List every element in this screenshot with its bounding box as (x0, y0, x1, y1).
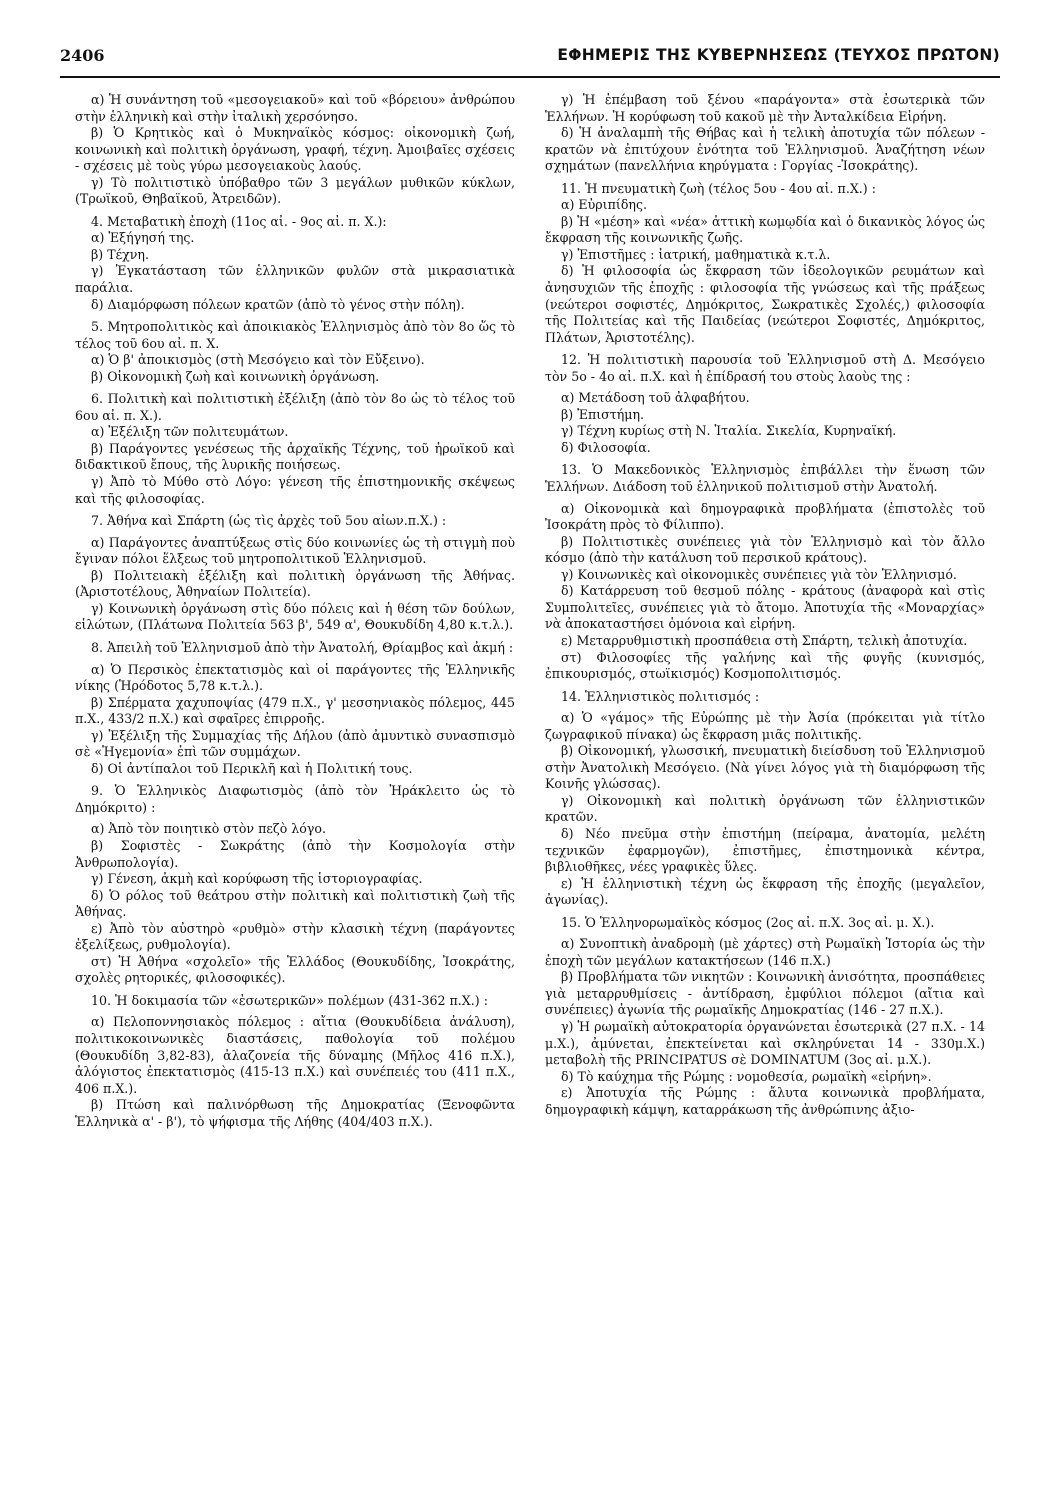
paragraph: α) Οἰκονομικὰ καὶ δημογραφικὰ προβλήματα (ἐπιστολὲς τοῦ Ἰσοκράτη πρὸς τὸ Φίλιππο). (545, 500, 985, 533)
header-rule (60, 76, 1000, 78)
section-heading: 10. Ἡ δοκιμασία τῶν «ἐσωτερικῶν» πολέμων (431-362 π.Χ.) : (91, 992, 488, 1008)
page-number: 2406 (60, 46, 105, 65)
paragraph: β) Τέχνη. (91, 246, 149, 262)
paragraph: ε) Ἀπὸ τὸν αὐστηρὸ «ρυθμὸ» στὴν κλασικὴ τέχνη (παράγοντες ἐξελίξεως, ρυθμολογία). (75, 920, 515, 953)
paragraph: δ) Ἡ ἀναλαμπὴ τῆς Θήβας καὶ ἡ τελικὴ ἀποτυχία τῶν πόλεων - κρατῶν νὰ ἐπιτύχουν ἑνότητα τοῦ Ἑλληνισμοῦ. Ἀναζήτηση νέων σχημάτων (πανελλήνια κηρύγματα : Γοργίας -Ἰσοκράτης). (545, 125, 985, 174)
paragraph: β) Σπέρματα χαχυποψίας (479 π.Χ., γ' μεσσηνιακὸς πόλεμος, 445 π.Χ., 433/2 π.Χ.) καὶ σφαῖρες ἐπιρροῆς. (75, 694, 515, 727)
paragraph: α) Πελοποννησιακὸς πόλεμος : αἴτια (Θουκυδίδεια ἀνάλυση), πολιτικοκοινωνικὲς διαστάσεις, παθολογία τοῦ πολέμου (Θουκυδίδη 3,82-83), ἀλαζονεία τῆς δύναμης (Μῆλος 416 π.Χ.), ἀλόγιστος ἐπεκτατισμὸς (415-13 π.Χ.) καὶ συνέπειές του (411 π.Χ., 406 π.Χ.). (75, 1014, 515, 1096)
left-column (75, 92, 515, 1130)
journal-title: ΕΦΗΜΕΡΙΣ ΤΗΣ ΚΥΒΕΡΝΗΣΕΩΣ (ΤΕΥΧΟΣ ΠΡΩΤΟΝ) (557, 46, 1000, 64)
paragraph: α) Συνοπτικὴ ἀναδρομὴ (μὲ χάρτες) στὴ Ρωμαϊκὴ Ἱστορία ὡς τὴν ἐποχὴ τῶν μεγάλων κατακτήσεων (146 π.Χ.) (545, 936, 985, 968)
paragraph: δ) Διαμόρφωση πόλεων κρατῶν (ἀπὸ τὸ γένος στὴν πόλη). (91, 296, 465, 312)
paragraph: α) Ὁ Περσικὸς ἐπεκτατισμὸς καὶ οἱ παράγοντες τῆς Ἑλληνικῆς νίκης (Ἡρόδοτος 5,78 κ.τ.λ.). (75, 661, 515, 694)
paragraph: γ) Κοινωνικὴ ὀργάνωση στὶς δύο πόλεις καὶ ἡ θέση τῶν δούλων, εἱλώτων, (Πλάτωνα Πολιτεία 563 β', 549 α', Θουκυδίδη 4,80 κ.τ.λ.). (75, 600, 515, 633)
section-heading: 9. Ὁ Ἑλληνικὸς Διαφωτισμὸς (ἀπὸ τὸν Ἡράκλειτο ὡς τὸ Δημόκριτο) : (75, 783, 515, 815)
paragraph: δ) Ἡ φιλοσοφία ὡς ἔκφραση τῶν ἰδεολογικῶν ρευμάτων καὶ ἀνησυχιῶν τῆς ἐποχῆς : φιλοσοφία τῆς γνώσεως καὶ τῆς πράξεως (νεώτεροι σοφιστές, Δημόκριτος, Σωκρατικὲς Σχολές,) φιλοσοφία τῆς Πολιτείας καὶ τῆς Παιδείας (νεώτεροι Σοφιστές, Δημόκριτος, Πλάτων, Ἀριστοτέλης). (545, 263, 985, 345)
paragraph: β) Πτώση καὶ παλινόρθωση τῆς Δημοκρατίας (Ξενοφῶντα Ἑλληνικὰ α' - β'), τὸ ψήφισμα τῆς Λήθης (404/403 π.Χ.). (75, 1097, 515, 1129)
paragraph: α) Παράγοντες ἀναπτύξεως στὶς δύο κοινωνίες ὡς τὴ στιγμὴ ποὺ ἔγιναν πόλοι ἕλξεως τοῦ μητροπολιτικοῦ Ἑλληνισμοῦ. (75, 534, 515, 567)
paragraph: στ) Ἡ Ἀθήνα «σχολεῖο» τῆς Ἑλλάδος (Θουκυδίδης, Ἰσοκράτης, σχολὲς ρητορικές, φιλοσοφικές). (75, 953, 515, 986)
paragraph: α) Εὐριπίδης. (561, 197, 648, 213)
paragraph: γ) Ἐξέλιξη τῆς Συμμαχίας τῆς Δήλου (ἀπὸ ἀμυντικὸ συνασπισμὸ σὲ «Ἡγεμονία» ἐπὶ τῶν συμμάχων. (75, 727, 515, 760)
paragraph: δ) Νέο πνεῦμα στὴν ἐπιστήμη (πείραμα, ἀνατομία, μελέτη τεχνικῶν ἐφαρμογῶν), ἐπιστῆμες, ἐπιστημονικὰ κέντρα, βιβλιοθῆκες, νέες γραφικὲς ὕλες. (545, 825, 985, 875)
paragraph: στ) Φιλοσοφίες τῆς γαλήνης καὶ τῆς φυγῆς (κυνισμός, ἐπικουρισμός, στωϊκισμός) Κοσμοπολιτισμός. (545, 649, 985, 682)
paragraph: γ) Ἡ ρωμαϊκὴ αὐτοκρατορία ὀργανώνεται ἐσωτερικὰ (27 π.Χ. - 14 μ.Χ.), ἀμύνεται, ἐπεκτείνεται καὶ σκληρύνεται 14 - 330μ.Χ.) μεταβολὴ τῆς PRINCIPATUS σὲ DOMINATUM (3ος αἰ. μ.Χ.). (545, 1018, 985, 1068)
paragraph: β) Σοφιστὲς - Σωκράτης (ἀπὸ τὴν Κοσμολογία στὴν Ἀνθρωπολογία). (75, 837, 515, 870)
paragraph: δ) Φιλοσοφία. (561, 439, 651, 455)
section-heading: 15. Ὁ Ἑλληνορωμαϊκὸς κόσμος (2ος αἰ. π.Χ. 3ος αἰ. μ. Χ.). (561, 914, 935, 930)
paragraph: γ) Γένεση, ἀκμὴ καὶ κορύφωση τῆς ἱστοριογραφίας. (91, 871, 423, 887)
paragraph: β) Πολιτειακὴ ἐξέλιξη καὶ πολιτικὴ ὀργάνωση τῆς Ἀθήνας. (Ἀριστοτέλους, Ἀθηναίων Πολιτεία). (75, 567, 515, 600)
paragraph: ε) Ἡ ἑλληνιστικὴ τέχνη ὡς ἔκφραση τῆς ἐποχῆς (μεγαλεῖον, ἀγωνίας). (545, 875, 985, 908)
paragraph: α) Μετάδοση τοῦ ἀλφαβήτου. (561, 390, 750, 406)
section-heading: 12. Ἡ πολιτιστικὴ παρουσία τοῦ Ἑλληνισμοῦ στὴ Δ. Μεσόγειο τὸν 5ο - 4ο αἰ. π.Χ. καὶ ἡ ἐπίδρασή του στοὺς λαοὺς της : (545, 352, 985, 384)
section-heading: 13. Ὁ Μακεδονικὸς Ἑλληνισμὸς ἐπιβάλλει τὴν ἕνωση τῶν Ἑλλήνων. Διάδοση τοῦ ἑλληνικοῦ πολιτισμοῦ στὴν Ἀνατολή. (545, 462, 985, 495)
paragraph: γ) Ἐπιστῆμες : ἰατρική, μαθηματικὰ κ.τ.λ. (561, 246, 831, 262)
paragraph: β) Προβλήματα τῶν νικητῶν : Κοινωνικὴ ἀνισότητα, προσπάθειες γιὰ μεταρρυθμίσεις - ἀντίδραση, ἐμφύλιοι πόλεμοι (αἴτια καὶ συνέπειες) ἀγωνία τῆς ρωμαϊκῆς Δημοκρατίας (146 - 27 π.Χ.). (545, 969, 985, 1018)
paragraph: γ) Ἐγκατάσταση τῶν ἑλληνικῶν φυλῶν στὰ μικρασιατικὰ παράλια. (75, 263, 515, 296)
section-heading: 5. Μητροπολιτικὸς καὶ ἀποικιακὸς Ἑλληνισμὸς ἀπὸ τὸν 8ο ὥς τὸ τέλος τοῦ 6ου αἰ. π. Χ. (75, 319, 515, 351)
paragraph: β) Ὁ Κρητικὸς καὶ ὁ Μυκηναϊκὸς κόσμος: οἰκονομικὴ ζωή, κοινωνικὴ καὶ πολιτικὴ ὀργάνωση, γραφή, τέχνη. Ἀμοιβαῖες σχέσεις - σχέσεις μὲ τοὺς γύρω μεσογειακοὺς λαούς. (75, 125, 515, 174)
paragraph: ε) Μεταρρυθμιστικὴ προσπάθεια στὴ Σπάρτη, τελικὴ ἀποτυχία. (561, 632, 968, 648)
paragraph: α) Ὁ «γάμος» τῆς Εὐρώπης μὲ τὴν Ἀσία (πρόκειται γιὰ τίτλο ζωγραφικοῦ πίνακα) ὡς ἔκφραση μιᾶς πολιτικῆς. (545, 710, 985, 742)
paragraph: γ) Ἀπὸ τὸ Μύθο στὸ Λόγο: γένεση τῆς ἐπιστημονικῆς σκέψεως καὶ τῆς φιλοσοφίας. (75, 474, 515, 506)
paragraph: γ) Ἡ ἐπέμβαση τοῦ ξένου «παράγοντα» στὰ ἐσωτερικὰ τῶν Ἑλλήνων. Ἡ κορύφωση τοῦ κακοῦ μὲ τὴν Ἀνταλκίδεια Εἰρήνη. (545, 92, 985, 124)
section-heading: 7. Ἀθήνα καὶ Σπάρτη (ὡς τὶς ἀρχὲς τοῦ 5ου αἰων.π.Χ.) : (91, 513, 447, 529)
paragraph: β) Οἰκονομικὴ ζωὴ καὶ κοινωνικὴ ὀργάνωση. (91, 368, 380, 384)
paragraph: α) Ἀπὸ τὸν ποιητικὸ στὸν πεζὸ λόγο. (91, 821, 326, 837)
paragraph: γ) Κοινωνικὲς καὶ οἰκονομικὲς συνέπειες γιὰ τὸν Ἑλληνισμό. (561, 566, 957, 582)
paragraph: γ) Οἰκονομικὴ καὶ πολιτικὴ ὀργάνωση τῶν ἑλληνιστικῶν κρατῶν. (545, 792, 985, 825)
section-heading: 8. Ἀπειλὴ τοῦ Ἑλληνισμοῦ ἀπὸ τὴν Ἀνατολή, Θρίαμβος καὶ ἀκμή : (91, 639, 514, 655)
paragraph: α) Ἐξήγησή της. (91, 230, 195, 246)
paragraph: α) Ἡ συνάντηση τοῦ «μεσογειακοῦ» καὶ τοῦ «βόρειου» ἀνθρώπου στὴν ἑλληνικὴ καὶ στὴν ἰταλικὴ χερσόνησο. (75, 92, 515, 124)
page-header (60, 42, 1000, 76)
paragraph: β) Παράγοντες γενέσεως τῆς ἀρχαϊκῆς Τέχνης, τοῦ ἡρωϊκοῦ καὶ διδακτικοῦ ἔπους, τῆς λυρικῆς ποιήσεως. (75, 440, 515, 473)
right-column (545, 92, 985, 1118)
paragraph: β) Ἡ «μέση» καὶ «νέα» ἀττικὴ κωμῳδία καὶ ὁ δικανικὸς λόγος ὡς ἔκφραση τῆς κοινωνικῆς ζωῆς. (545, 213, 985, 246)
section-heading: 14. Ἑλληνιστικὸς πολιτισμός : (561, 688, 760, 704)
paragraph: β) Ἐπιστήμη. (561, 406, 644, 422)
paragraph: β) Πολιτιστικὲς συνέπειες γιὰ τὸν Ἑλληνισμὸ καὶ τὸν ἄλλο κόσμο (ἀπὸ τὴν κατάλυση τοῦ περσικοῦ κράτους). (545, 533, 985, 566)
section-heading: 11. Ἡ πνευματικὴ ζωὴ (τέλος 5ου - 4ου αἰ. π.Χ.) : (561, 180, 876, 196)
paragraph: ε) Ἀποτυχία τῆς Ρώμης : ἄλυτα κοινωνικὰ προβλήματα, δημογραφικὴ κάμψη, καταρράκωση τῆς ἀνθρώπινης ἀξιο- (545, 1085, 985, 1117)
paragraph: α) Ὁ β' ἀποικισμὸς (στὴ Μεσόγειο καὶ τὸν Εὔξεινο). (91, 352, 425, 368)
section-heading: 6. Πολιτικὴ καὶ πολιτιστικὴ ἐξέλιξη (ἀπὸ τὸν 8ο ὡς τὸ τέλος τοῦ 6ου αἰ. π. Χ.). (75, 391, 515, 423)
paragraph: δ) Ὁ ρόλος τοῦ θεάτρου στὴν πολιτικὴ καὶ πολιτιστικὴ ζωὴ τῆς Ἀθήνας. (75, 887, 515, 920)
paragraph: β) Οἰκονομική, γλωσσική, πνευματικὴ διείσδυση τοῦ Ἑλληνισμοῦ στὴν Ἀνατολικὴ Μεσόγειο. (Νὰ γίνει λόγος γιὰ τὴ διαμόρφωση τῆς Κοινῆς γλώσσας). (545, 743, 985, 792)
paragraph: δ) Οἱ ἀντίπαλοι τοῦ Περικλῆ καὶ ἡ Πολιτική τους. (91, 760, 413, 776)
paragraph: δ) Τὸ καύχημα τῆς Ρώμης : νομοθεσία, ρωμαϊκὴ «εἰρήνη». (561, 1068, 932, 1084)
paragraph: δ) Κατάρρευση τοῦ θεσμοῦ πόλης - κράτους (ἀναφορὰ καὶ στὶς Συμπολιτεῖες, συνέπειες γιὰ τὸ ἄτομο. Ἀποτυχία τῆς «Μοναρχίας» νὰ ἀποκαταστήσει ὁμόνοια καὶ εἰρήνη. (545, 583, 985, 632)
paragraph: γ) Τέχνη κυρίως στὴ Ν. Ἰταλία. Σικελία, Κυρηναϊκή. (561, 423, 897, 439)
paragraph: α) Ἐξέλιξη τῶν πολιτευμάτων. (91, 424, 289, 440)
section-heading: 4. Μεταβατικὴ ἐποχὴ (11ος αἰ. - 9ος αἰ. π. Χ.): (91, 213, 387, 229)
paragraph: γ) Τὸ πολιτιστικὸ ὑπόβαθρο τῶν 3 μεγάλων μυθικῶν κύκλων, (Τρωϊκοῦ, Θηβαϊκοῦ, Ἀτρειδῶν). (75, 174, 515, 207)
